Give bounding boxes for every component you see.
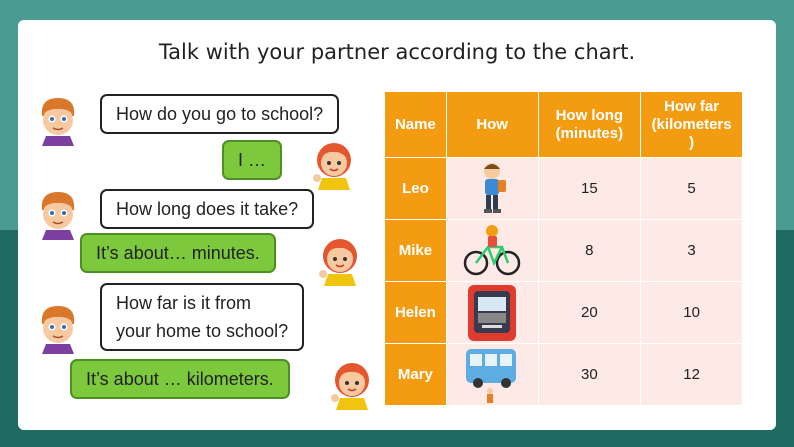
- boy-avatar-icon: [36, 94, 80, 146]
- table-row: [385, 344, 743, 406]
- header-name: Name: [385, 92, 447, 158]
- bubble-how-far: How far is it from your home to school?: [100, 283, 304, 351]
- table-row: [385, 282, 743, 344]
- header-how-far: How far (kilometers ): [641, 92, 743, 158]
- header-how: How: [446, 92, 538, 158]
- row-minutes: 15: [538, 158, 641, 220]
- row-kilometers: 5: [641, 158, 743, 220]
- row-name: Helen: [385, 282, 447, 344]
- bicycle-icon: [462, 221, 522, 281]
- row-minutes: 20: [538, 282, 641, 344]
- table-row: [385, 158, 743, 220]
- row-minutes: 8: [538, 220, 641, 282]
- girl-avatar-icon: [318, 234, 362, 286]
- girl-avatar-icon: [312, 138, 356, 190]
- walking-boy-icon: [462, 159, 522, 219]
- bubble-i: I …: [222, 140, 282, 180]
- girl-avatar-icon: [330, 358, 374, 410]
- row-kilometers: 12: [641, 344, 743, 406]
- row-name: Leo: [385, 158, 447, 220]
- boy-avatar-icon: [36, 188, 80, 240]
- table-row: [385, 220, 743, 282]
- slide-title: Talk with your partner according to the chart.: [158, 40, 636, 64]
- bubble-about-minutes: It’s about… minutes.: [80, 233, 276, 273]
- bubble-about-kilometers: It’s about … kilometers.: [70, 359, 290, 399]
- bubble-how-go: How do you go to school?: [100, 94, 339, 134]
- subway-train-icon: [462, 283, 522, 343]
- bus-icon: [462, 345, 522, 405]
- transport-chart: [384, 91, 743, 406]
- row-name: Mary: [385, 344, 447, 406]
- row-name: Mike: [385, 220, 447, 282]
- row-kilometers: 3: [641, 220, 743, 282]
- row-minutes: 30: [538, 344, 641, 406]
- header-how-long: How long (minutes): [538, 92, 641, 158]
- row-kilometers: 10: [641, 282, 743, 344]
- boy-avatar-icon: [36, 302, 80, 354]
- bubble-how-long: How long does it take?: [100, 189, 314, 229]
